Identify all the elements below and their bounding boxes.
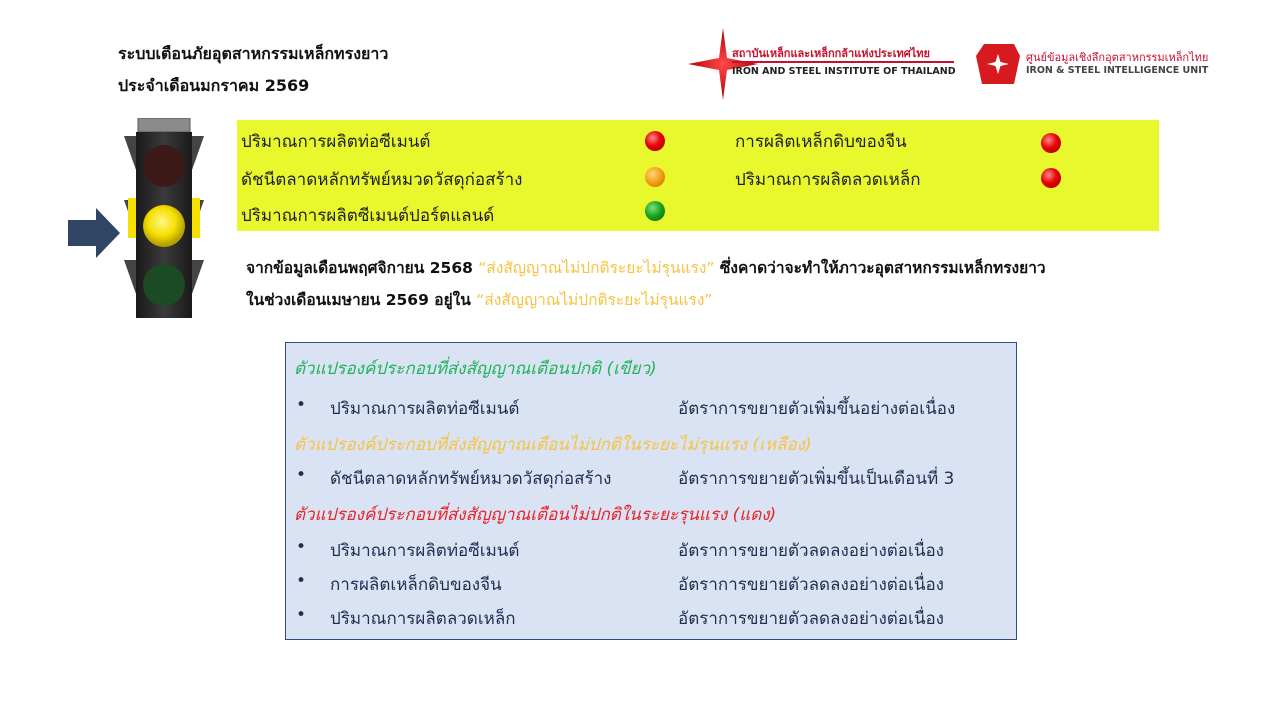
yellow-section-title: ตัวแปรองค์ประกอบที่ส่งสัญญาณเตือนไม่ปกติในระยะไม่รุนแรง (เหลือง) — [294, 435, 812, 455]
status-dot-orange — [645, 167, 665, 187]
list-item — [286, 537, 1016, 561]
status-dot-red — [645, 131, 665, 151]
indicator-detail-box — [285, 342, 1017, 640]
indicator-label: การผลิตเหล็กดิบของจีน — [735, 132, 907, 152]
arrow-right-icon — [68, 208, 120, 258]
red-section-title: ตัวแปรองค์ประกอบที่ส่งสัญญาณเตือนไม่ปกติในระยะรุนแรง (แดง) — [294, 505, 777, 525]
item-desc: อัตราการขยายตัวเพิ่มขึ้นอย่างต่อเนื่อง — [678, 399, 956, 419]
indicator-label: ปริมาณการผลิตท่อซีเมนต์ — [241, 132, 431, 152]
summary-line-2 — [246, 284, 1206, 316]
item-desc: อัตราการขยายตัวลดลงอย่างต่อเนื่อง — [678, 609, 944, 629]
summary-line-1 — [246, 252, 1206, 284]
logo-divider — [732, 61, 954, 63]
item-name: ปริมาณการผลิตท่อซีเมนต์ — [330, 541, 520, 561]
item-desc: อัตราการขยายตัวลดลงอย่างต่อเนื่อง — [678, 541, 944, 561]
green-section-title: ตัวแปรองค์ประกอบที่ส่งสัญญาณเตือนปกติ (เขียว) — [294, 359, 657, 379]
star-icon — [688, 28, 758, 100]
traffic-light-yellow — [143, 205, 185, 247]
list-item — [286, 465, 1016, 489]
summary-text — [246, 252, 1206, 316]
indicator-panel — [237, 120, 1159, 231]
isiu-english-name: IRON & STEEL INTELLIGENCE UNIT — [1026, 65, 1209, 76]
summary-part: ในช่วงเดือนเมษายน 2569 อยู่ใน — [246, 291, 477, 309]
signal-quote: “ส่งสัญญาณไม่ปกติระยะไม่รุนแรง” — [476, 291, 713, 309]
summary-part: ซึ่งคาดว่าจะทำให้ภาวะอุตสาหกรรมเหล็กทรงยาว — [714, 259, 1046, 277]
item-desc: อัตราการขยายตัวลดลงอย่างต่อเนื่อง — [678, 575, 944, 595]
list-item — [286, 395, 1016, 419]
list-item — [286, 571, 1016, 595]
item-name: ปริมาณการผลิตท่อซีเมนต์ — [330, 399, 520, 419]
indicator-label: ปริมาณการผลิตซีเมนต์ปอร์ตแลนด์ — [241, 206, 495, 226]
bullet: • — [296, 605, 307, 625]
isiu-thai-name: ศูนย์ข้อมูลเชิงลึกอุตสาหกรรมเหล็กไทย — [1026, 51, 1209, 64]
status-dot-red — [1041, 133, 1061, 153]
isit-thai-name: สถาบันเหล็กและเหล็กกล้าแห่งประเทศไทย — [732, 47, 930, 60]
isiu-logo — [976, 42, 1226, 90]
item-name: การผลิตเหล็กดิบของจีน — [330, 575, 502, 595]
bullet: • — [296, 465, 307, 485]
item-desc: อัตราการขยายตัวเพิ่มขึ้นเป็นเดือนที่ 3 — [678, 469, 955, 489]
bullet: • — [296, 571, 307, 591]
isit-logo — [688, 28, 958, 100]
status-dot-red — [1041, 168, 1061, 188]
report-month: ประจำเดือนมกราคม 2569 — [118, 76, 310, 95]
traffic-light — [122, 118, 206, 320]
list-item — [286, 605, 1016, 629]
system-title: ระบบเตือนภัยอุตสาหกรรมเหล็กทรงยาว — [118, 44, 389, 63]
traffic-light-red — [143, 145, 185, 187]
isiu-badge-icon — [976, 42, 1020, 86]
bullet: • — [296, 537, 307, 557]
status-dot-green — [645, 201, 665, 221]
summary-part: จากข้อมูลเดือนพฤศจิกายน 2568 — [246, 259, 479, 277]
bullet: • — [296, 395, 307, 415]
indicator-label: ดัชนีตลาดหลักทรัพย์หมวดวัสดุก่อสร้าง — [241, 170, 523, 190]
item-name: ดัชนีตลาดหลักทรัพย์หมวดวัสดุก่อสร้าง — [330, 469, 612, 489]
isit-english-name: IRON AND STEEL INSTITUTE OF THAILAND — [732, 66, 956, 77]
signal-quote: “ส่งสัญญาณไม่ปกติระยะไม่รุนแรง” — [478, 259, 715, 277]
indicator-label: ปริมาณการผลิตลวดเหล็ก — [735, 170, 921, 190]
traffic-light-green — [143, 264, 185, 306]
item-name: ปริมาณการผลิตลวดเหล็ก — [330, 609, 516, 629]
